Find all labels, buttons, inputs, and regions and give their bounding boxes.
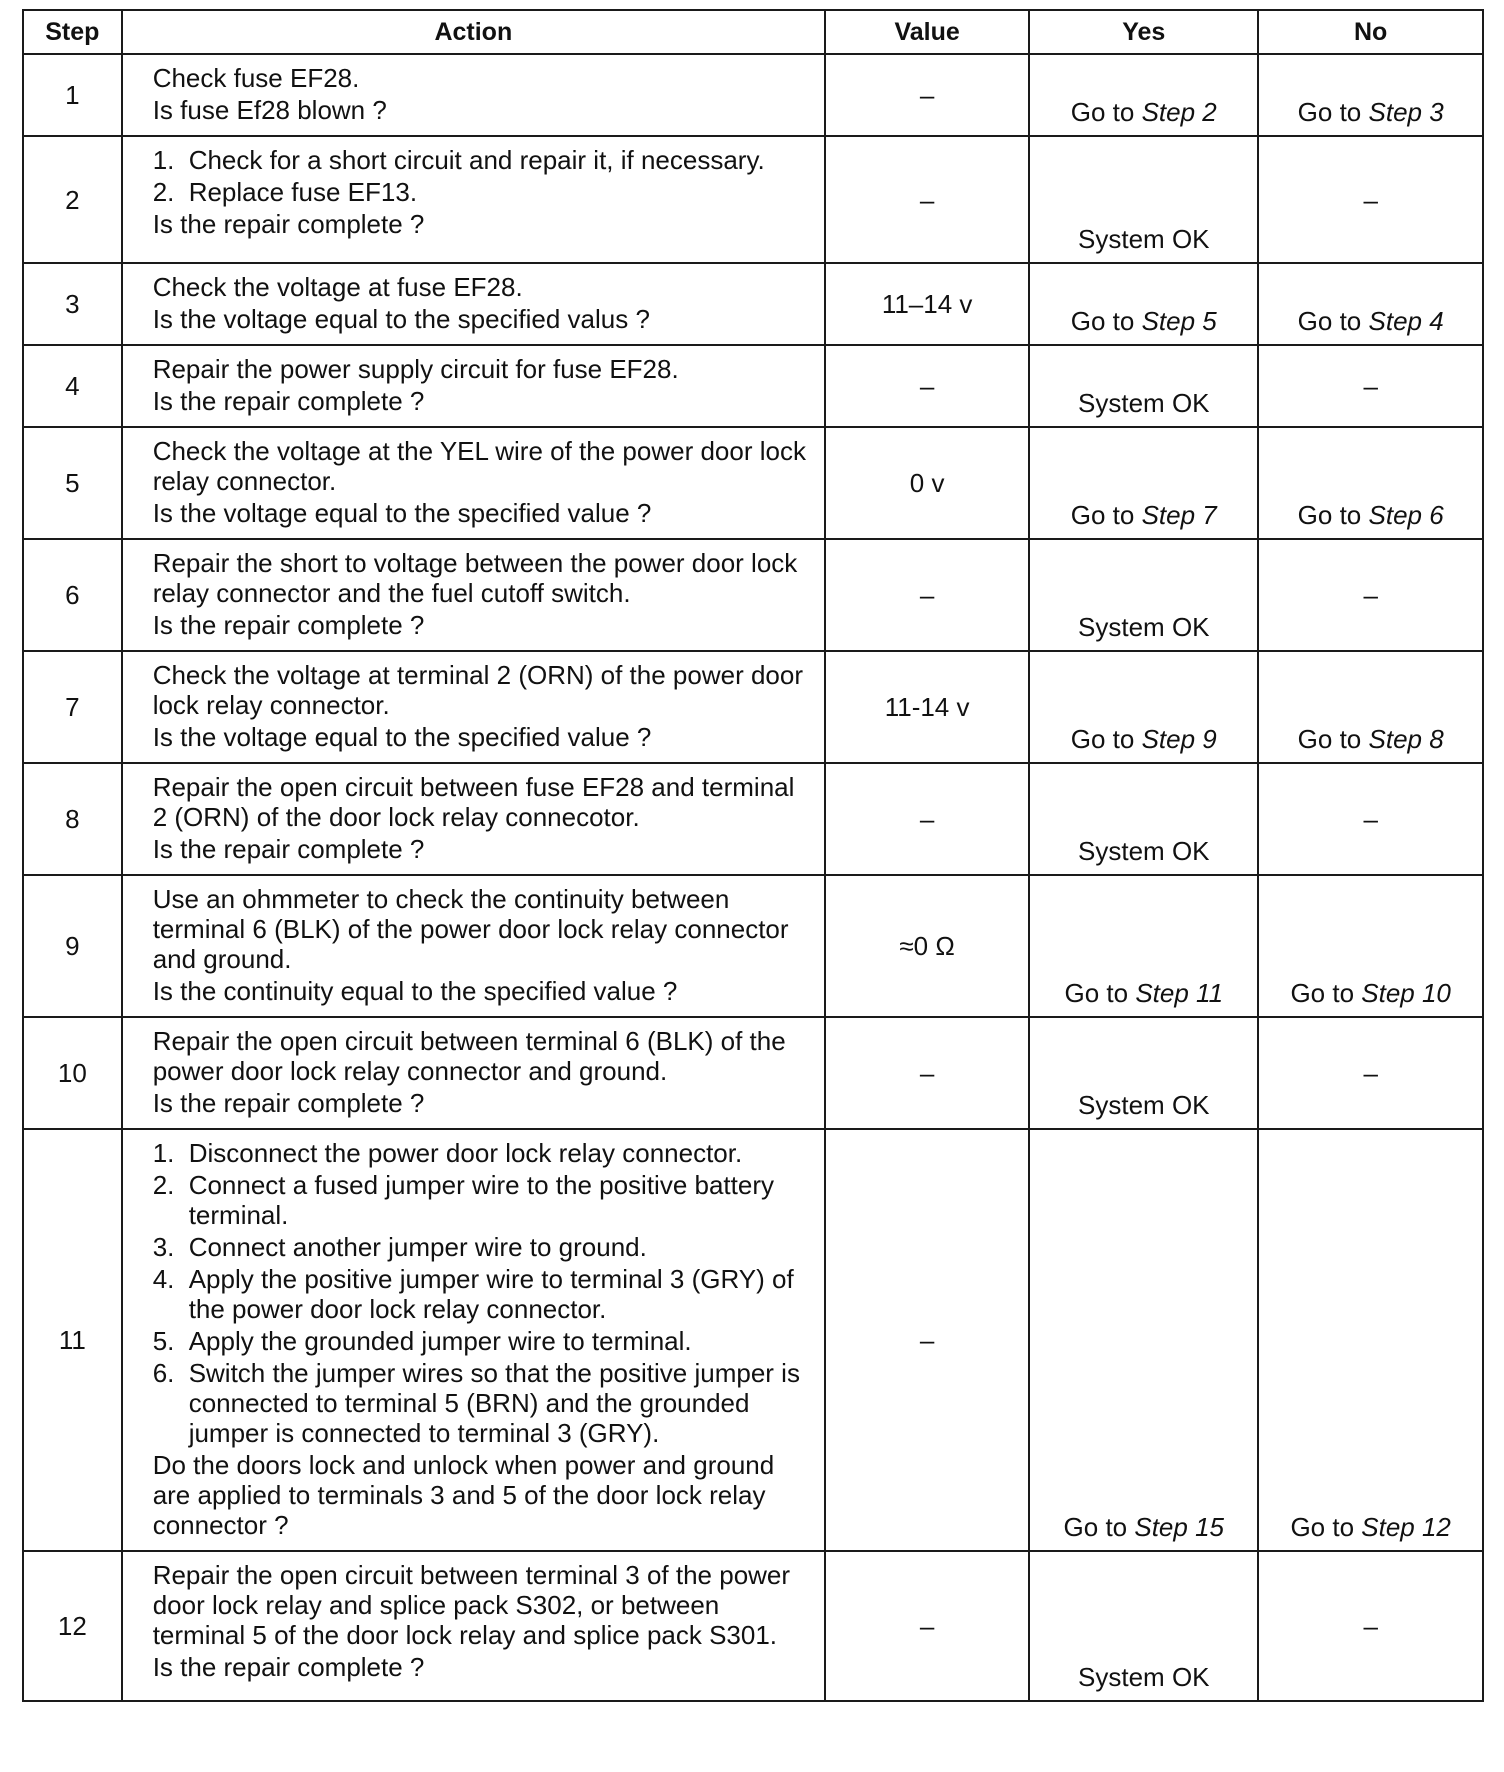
- no-cell: [1258, 1551, 1483, 1701]
- action-question: Is the voltage equal to the specified valus ?: [152, 304, 650, 334]
- no-text: –: [1363, 371, 1378, 401]
- value-cell: –: [825, 136, 1029, 263]
- action-instruction: Check fuse EF28.: [152, 63, 360, 93]
- action-cell: [122, 1551, 825, 1701]
- step-number: 7: [23, 651, 122, 763]
- action-numbered-item: 3.Connect another jumper wire to ground.: [152, 1232, 647, 1262]
- no-step-ref: Step 4: [1368, 306, 1444, 336]
- action-instruction: Check the voltage at the YEL wire of the power door lock relay connector.: [152, 436, 806, 496]
- value-cell: –: [825, 54, 1029, 136]
- action-question: Is fuse Ef28 blown ?: [152, 95, 387, 125]
- yes-cell: [1029, 54, 1258, 136]
- value-cell: –: [825, 345, 1029, 427]
- value-cell: ≈0 Ω: [825, 875, 1029, 1017]
- action-numbered-item: 4.Apply the positive jumper wire to terminal 3 (GRY) of the power door lock relay connector.: [152, 1264, 794, 1324]
- action-item-number: 5.: [152, 1326, 175, 1356]
- no-text: –: [1363, 1058, 1378, 1088]
- no-prefix: Go to: [1297, 97, 1369, 127]
- yes-text: System OK: [1078, 612, 1210, 642]
- action-numbered-item: 1.Check for a short circuit and repair it, if necessary.: [152, 145, 765, 175]
- yes-cell: [1029, 345, 1258, 427]
- action-instruction: Use an ohmmeter to check the continuity between terminal 6 (BLK) of the power door lock relay connector and ground.: [152, 884, 789, 974]
- yes-cell: [1029, 651, 1258, 763]
- action-cell: [122, 651, 825, 763]
- table-row: [23, 54, 1483, 136]
- yes-prefix: Go to: [1070, 97, 1142, 127]
- action-item-number: 3.: [152, 1232, 175, 1262]
- action-question: Do the doors lock and unlock when power and ground are applied to terminals 3 and 5 of the door lock relay connector ?: [152, 1450, 775, 1540]
- action-item-number: 2.: [152, 177, 175, 207]
- step-number: 10: [23, 1017, 122, 1129]
- action-question: Is the repair complete ?: [152, 834, 425, 864]
- value-cell: –: [825, 1551, 1029, 1701]
- action-question: Is the voltage equal to the specified value ?: [152, 498, 652, 528]
- header-step: Step: [23, 10, 122, 54]
- yes-cell: [1029, 1129, 1258, 1551]
- table-row: [23, 1017, 1483, 1129]
- no-cell: [1258, 54, 1483, 136]
- no-prefix: Go to: [1297, 306, 1369, 336]
- action-instruction: Repair the open circuit between terminal 6 (BLK) of the power door lock relay connector and ground.: [152, 1026, 786, 1086]
- value-cell: –: [825, 1017, 1029, 1129]
- yes-text: System OK: [1078, 224, 1210, 254]
- yes-cell: [1029, 427, 1258, 539]
- header-value: Value: [825, 10, 1029, 54]
- no-step-ref: Step 10: [1361, 978, 1451, 1008]
- step-number: 4: [23, 345, 122, 427]
- no-cell: [1258, 1129, 1483, 1551]
- action-item-number: 1.: [152, 1138, 175, 1168]
- value-cell: 0 v: [825, 427, 1029, 539]
- action-instruction: Check the voltage at terminal 2 (ORN) of the power door lock relay connector.: [152, 660, 803, 720]
- action-instruction: Check the voltage at fuse EF28.: [152, 272, 523, 302]
- yes-step-ref: Step 2: [1141, 97, 1217, 127]
- yes-cell: [1029, 539, 1258, 651]
- no-prefix: Go to: [1290, 978, 1362, 1008]
- no-step-ref: Step 3: [1368, 97, 1444, 127]
- no-step-ref: Step 8: [1368, 724, 1444, 754]
- action-item-number: 2.: [152, 1170, 175, 1200]
- step-number: 1: [23, 54, 122, 136]
- no-text: –: [1363, 804, 1378, 834]
- no-cell: [1258, 345, 1483, 427]
- value-cell: –: [825, 1129, 1029, 1551]
- no-step-ref: Step 12: [1361, 1512, 1451, 1542]
- action-numbered-item: 2.Replace fuse EF13.: [152, 177, 418, 207]
- action-cell: [122, 54, 825, 136]
- action-question: Is the voltage equal to the specified value ?: [152, 722, 652, 752]
- no-cell: [1258, 263, 1483, 345]
- action-instruction: Repair the short to voltage between the power door lock relay connector and the fuel cutoff switch.: [152, 548, 798, 608]
- action-question: Is the repair complete ?: [152, 209, 425, 239]
- table-row: [23, 263, 1483, 345]
- action-item-number: 6.: [152, 1358, 175, 1388]
- no-step-ref: Step 6: [1368, 500, 1444, 530]
- yes-text: System OK: [1078, 388, 1210, 418]
- yes-prefix: Go to: [1063, 1512, 1135, 1542]
- no-cell: [1258, 763, 1483, 875]
- action-item-number: 4.: [152, 1264, 175, 1294]
- value-cell: –: [825, 763, 1029, 875]
- yes-cell: [1029, 263, 1258, 345]
- table-row: [23, 1129, 1483, 1551]
- header-no: No: [1258, 10, 1483, 54]
- yes-cell: [1029, 875, 1258, 1017]
- step-number: 9: [23, 875, 122, 1017]
- header-row: [23, 10, 1483, 54]
- yes-text: System OK: [1078, 1662, 1210, 1692]
- action-question: Is the repair complete ?: [152, 1088, 425, 1118]
- action-cell: [122, 345, 825, 427]
- table-row: [23, 1551, 1483, 1701]
- yes-step-ref: Step 5: [1141, 306, 1217, 336]
- no-prefix: Go to: [1297, 500, 1369, 530]
- no-cell: [1258, 1017, 1483, 1129]
- yes-text: System OK: [1078, 836, 1210, 866]
- no-cell: [1258, 539, 1483, 651]
- yes-step-ref: Step 7: [1141, 500, 1217, 530]
- action-numbered-item: 6.Switch the jumper wires so that the positive jumper is connected to terminal 5 (BRN) and the grounded jumper is connected to terminal 3 (GRY).: [152, 1358, 800, 1448]
- step-number: 8: [23, 763, 122, 875]
- yes-prefix: Go to: [1070, 306, 1142, 336]
- yes-step-ref: Step 11: [1135, 978, 1224, 1008]
- yes-cell: [1029, 1551, 1258, 1701]
- no-cell: [1258, 427, 1483, 539]
- yes-step-ref: Step 9: [1141, 724, 1217, 754]
- table-row: [23, 875, 1483, 1017]
- table-row: [23, 651, 1483, 763]
- yes-prefix: Go to: [1064, 978, 1136, 1008]
- diagnostic-table: [22, 9, 1484, 1702]
- action-numbered-item: 1.Disconnect the power door lock relay connector.: [152, 1138, 743, 1168]
- step-number: 5: [23, 427, 122, 539]
- value-cell: –: [825, 539, 1029, 651]
- step-number: 2: [23, 136, 122, 263]
- yes-cell: [1029, 136, 1258, 263]
- table-row: [23, 427, 1483, 539]
- action-question: Is the repair complete ?: [152, 386, 425, 416]
- step-number: 6: [23, 539, 122, 651]
- no-text: –: [1363, 1611, 1378, 1641]
- step-number: 3: [23, 263, 122, 345]
- action-cell: [122, 875, 825, 1017]
- action-instruction: Repair the open circuit between terminal 3 of the power door lock relay and splice pack S302, or between terminal 5 of the door lock relay and splice pack S301.: [152, 1560, 791, 1650]
- step-number: 11: [23, 1129, 122, 1551]
- action-cell: [122, 763, 825, 875]
- no-text: –: [1363, 184, 1378, 215]
- value-cell: 11-14 v: [825, 651, 1029, 763]
- action-numbered-item: 2.Connect a fused jumper wire to the positive battery terminal.: [152, 1170, 774, 1230]
- yes-cell: [1029, 763, 1258, 875]
- no-text: –: [1363, 580, 1378, 610]
- action-cell: [122, 539, 825, 651]
- yes-step-ref: Step 15: [1134, 1512, 1224, 1542]
- action-cell: [122, 427, 825, 539]
- action-numbered-item: 5.Apply the grounded jumper wire to terminal.: [152, 1326, 692, 1356]
- table-row: [23, 136, 1483, 263]
- value-cell: 11–14 v: [825, 263, 1029, 345]
- action-question: Is the repair complete ?: [152, 1652, 425, 1682]
- no-cell: [1258, 875, 1483, 1017]
- action-question: Is the continuity equal to the specified value ?: [152, 976, 678, 1006]
- action-question: Is the repair complete ?: [152, 610, 425, 640]
- no-prefix: Go to: [1290, 1512, 1362, 1542]
- yes-cell: [1029, 1017, 1258, 1129]
- table-row: [23, 345, 1483, 427]
- yes-prefix: Go to: [1070, 500, 1142, 530]
- yes-text: System OK: [1078, 1090, 1210, 1120]
- header-yes: Yes: [1029, 10, 1258, 54]
- action-instruction: Repair the power supply circuit for fuse EF28.: [152, 354, 679, 384]
- action-cell: [122, 1129, 825, 1551]
- no-cell: [1258, 136, 1483, 263]
- action-cell: [122, 263, 825, 345]
- no-cell: [1258, 651, 1483, 763]
- yes-prefix: Go to: [1070, 724, 1142, 754]
- header-action: Action: [122, 10, 825, 54]
- action-instruction: Repair the open circuit between fuse EF28 and terminal 2 (ORN) of the door lock relay connecotor.: [152, 772, 795, 832]
- table-row: [23, 763, 1483, 875]
- action-cell: [122, 1017, 825, 1129]
- table-row: [23, 539, 1483, 651]
- action-cell: [122, 136, 825, 263]
- step-number: 12: [23, 1551, 122, 1701]
- no-prefix: Go to: [1297, 724, 1369, 754]
- action-item-number: 1.: [152, 145, 175, 175]
